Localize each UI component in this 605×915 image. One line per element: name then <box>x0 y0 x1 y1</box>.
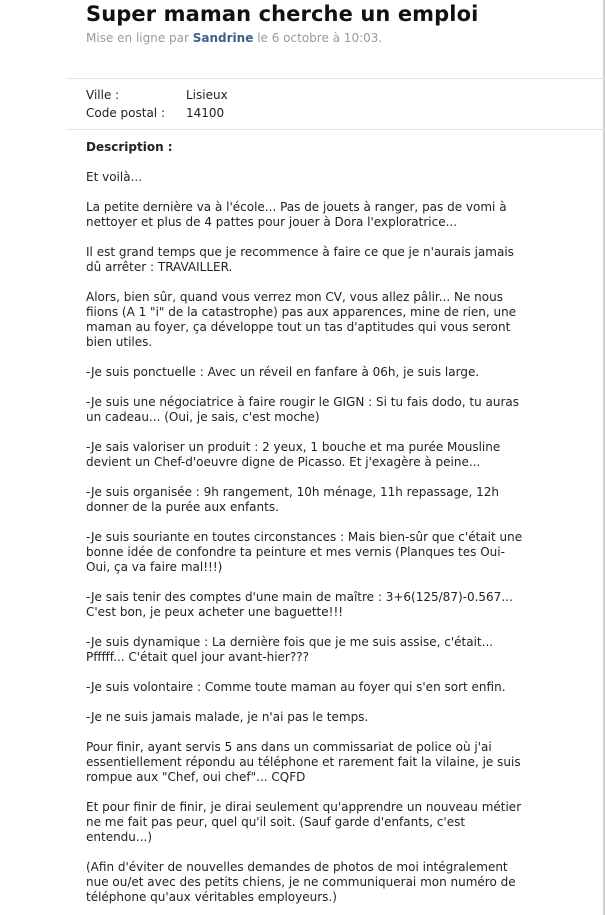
divider-top <box>66 78 605 79</box>
description-heading: Description : <box>86 140 173 154</box>
post-byline <box>86 31 382 45</box>
description-paragraph: -Je suis souriante en toutes circonstances : Mais bien-sûr que c'était une bonne idée de confondre ta peinture et mes vernis (Planques tes Oui-Oui, ça va faire mal!!!) <box>86 530 523 574</box>
description-paragraph: -Je suis ponctuelle : Avec un réveil en fanfare à 06h, je suis large. <box>86 365 480 379</box>
location-info <box>86 86 228 122</box>
postal-code-row <box>86 104 228 122</box>
description-paragraph: -Je ne suis jamais malade, je n'ai pas le temps. <box>86 710 369 724</box>
description-paragraph: Pour finir, ayant servis 5 ans dans un commissariat de police où j'ai essentiellement répondu au téléphone et rarement fait la vilaine, je suis rompue aux "Chef, oui chef"... CQFD <box>86 740 521 784</box>
description-paragraph: Et pour finir de finir, je dirai seulement qu'apprendre un nouveau métier ne me fait pas peur, quel qu'il soit. (Sauf garde d'enfants, c'est entendu...) <box>86 800 522 844</box>
description-paragraph: Et voilà... <box>86 170 143 184</box>
description-paragraph: -Je sais valoriser un produit : 2 yeux, 1 bouche et ma purée Mousline devient un Chef-d'oeuvre digne de Picasso. Et j'exagère à peine... <box>86 440 501 469</box>
description-paragraph: Alors, bien sûr, quand vous verrez mon CV, vous allez pâlir... Ne nous fiions (A 1 "i" de la catastrophe) pas aux apparences, mine de rien, une maman au foyer, ça développe tout un tas d'aptitudes qui vous seront bien utiles. <box>86 290 517 349</box>
description-paragraph: -Je suis une négociatrice à faire rougir le GIGN : Si tu fais dodo, tu auras un cadeau... (Oui, je sais, c'est moche) <box>86 395 520 424</box>
postal-code-value: 14100 <box>186 106 225 120</box>
postal-code-label: Code postal : <box>86 106 165 120</box>
city-value: Lisieux <box>186 88 228 102</box>
description-paragraph: Il est grand temps que je recommence à faire ce que je n'aurais jamais dû arrêter : TRAVAILLER. <box>86 245 514 274</box>
author-link[interactable]: Sandrine <box>192 31 254 45</box>
description-paragraph: -Je suis dynamique : La dernière fois que je me suis assise, c'était... Pfffff... C'était quel jour avant-hier??? <box>86 635 494 664</box>
post-title: Super maman cherche un emploi <box>86 2 479 26</box>
byline-date: le 6 octobre à 10:03. <box>257 31 383 45</box>
description-paragraph: -Je sais tenir des comptes d'une main de maître : 3+6(125/87)-0.567... C'est bon, je peux acheter une baguette!!! <box>86 590 513 619</box>
city-row <box>86 86 228 104</box>
description-section <box>86 140 526 915</box>
city-label: Ville : <box>86 88 120 102</box>
description-paragraph: -Je suis organisée : 9h rangement, 10h ménage, 11h repassage, 12h donner de la purée aux enfants. <box>86 485 500 514</box>
description-paragraph: (Afin d'éviter de nouvelles demandes de photos de moi intégralement nue ou/et avec des petits chiens, je ne communiquerai mon numéro de téléphone qu'aux véritables employeurs.) <box>86 860 516 904</box>
divider-middle <box>66 129 605 130</box>
description-paragraph: La petite dernière va à l'école... Pas de jouets à ranger, pas de vomi à nettoyer et plus de 4 pattes pour jouer à Dora l'exploratrice... <box>86 200 507 229</box>
byline-prefix: Mise en ligne par <box>86 31 189 45</box>
description-paragraph: -Je suis volontaire : Comme toute maman au foyer qui s'en sort enfin. <box>86 680 506 694</box>
